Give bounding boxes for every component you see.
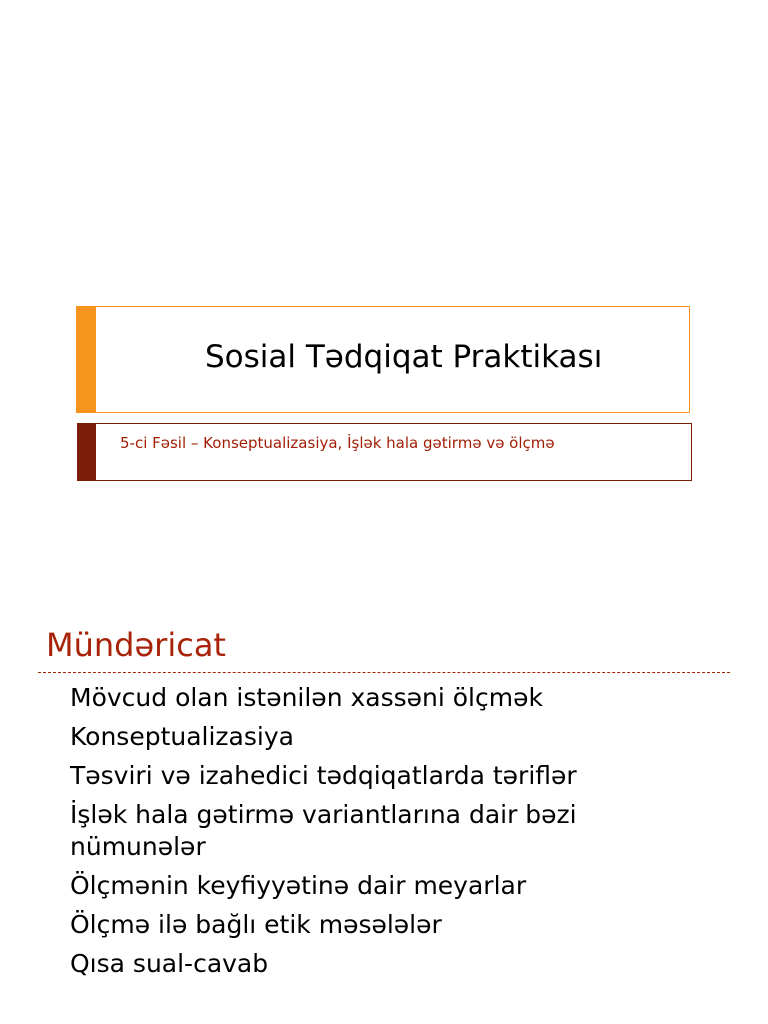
page-subtitle: 5-ci Fəsil – Konseptualizasiya, İşlək hala gətirmə və ölçmə bbox=[120, 434, 555, 452]
toc-item: Ölçmə ilə bağlı etik məsələlər bbox=[70, 910, 442, 939]
page-title: Sosial Tədqiqat Praktikası bbox=[205, 339, 603, 375]
toc-list bbox=[70, 682, 710, 987]
toc-item: İşlək hala gətirmə variantlarına dair bəzi nümunələr bbox=[70, 800, 577, 861]
toc-item: Təsviri və izahedici tədqiqatlarda təriflər bbox=[70, 761, 577, 790]
toc-item: Mövcud olan istənilən xassəni ölçmək bbox=[70, 683, 543, 712]
toc-item: Qısa sual-cavab bbox=[70, 949, 269, 978]
toc-divider bbox=[38, 672, 730, 673]
title-box bbox=[76, 306, 690, 413]
toc-item: Konseptualizasiya bbox=[70, 722, 294, 751]
subtitle-box bbox=[77, 423, 692, 481]
toc-heading: Mündəricat bbox=[46, 626, 226, 664]
toc-item: Ölçmənin keyfiyyətinə dair meyarlar bbox=[70, 871, 527, 900]
title-accent-bar bbox=[77, 307, 96, 412]
subtitle-accent-bar bbox=[78, 424, 96, 480]
